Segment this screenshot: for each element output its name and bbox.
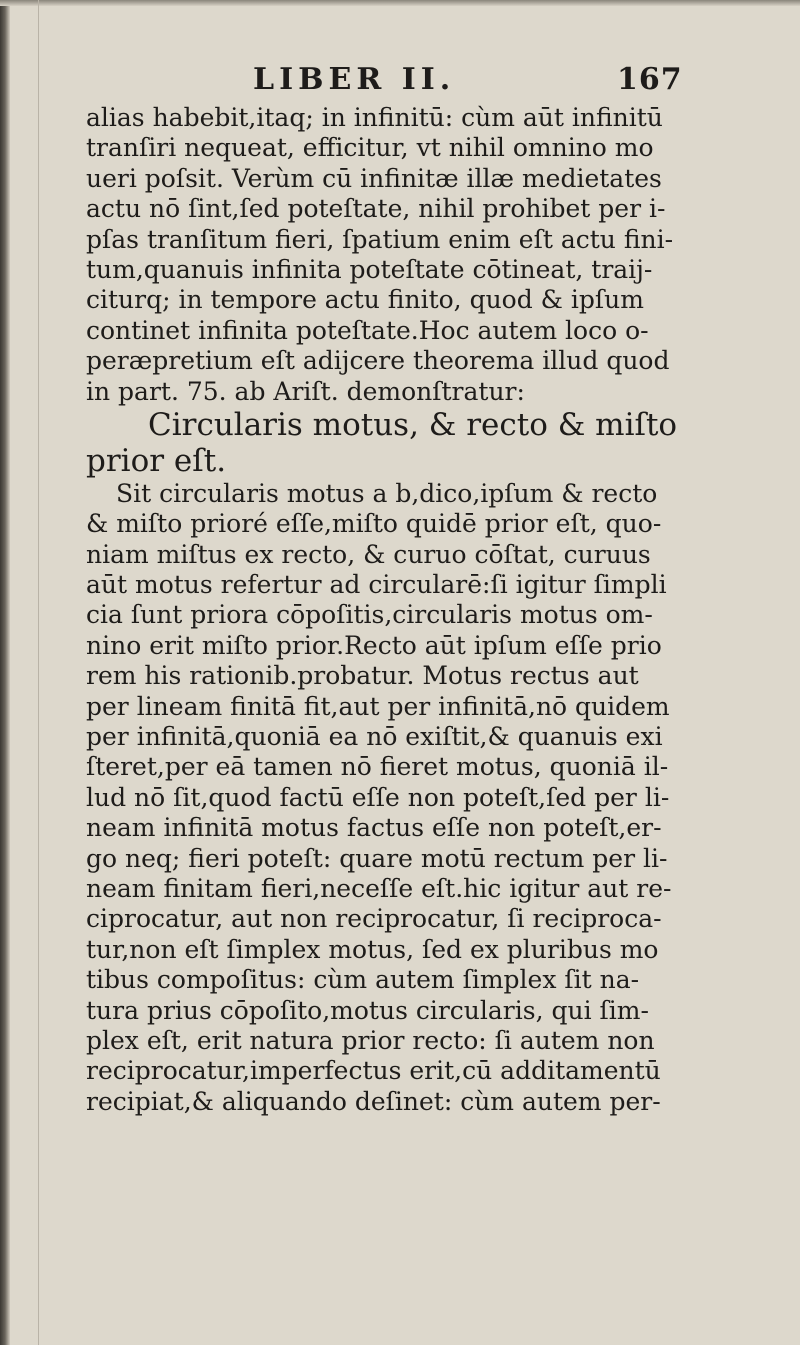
text-line: Sit circularis motus a b,dico,ipſum & recto [116, 478, 658, 508]
text-line: plex eſt, erit natura prior recto: ſi autem non [86, 1025, 655, 1055]
text-line: tur,non eſt ſimplex motus, ſed ex pluribus mo [86, 934, 659, 964]
running-head [0, 62, 800, 102]
text-line: cia ſunt priora cōpoſitis,circularis motus om- [86, 600, 653, 630]
text-line: in part. 75. ab Ariſt. demonſtratur: [86, 376, 525, 406]
margin-rule [38, 0, 39, 1345]
text-line: citurq; in tempore actu finito, quod & ipſum [86, 285, 644, 315]
text-line: reciprocatur,imperfectus erit,cū additamentū [86, 1056, 661, 1086]
text-line: go neq; fieri poteſt: quare motū rectum per li- [86, 843, 668, 873]
text-line: continet infinita poteſtate.Hoc autem loco o- [86, 315, 649, 345]
text-line: neam finitam fieri,neceſſe eſt.hic igitur aut re- [86, 873, 672, 903]
text-line: rem his rationib.probatur. Motus rectus aut [86, 661, 639, 691]
text-line: tranſiri nequeat, efficitur, vt nihil omnino mo [86, 133, 654, 163]
text-line: niam miſtus ex recto, & curuo cōſtat, curuus [86, 539, 651, 569]
theorem-heading-line-2: prior eſt. [86, 442, 227, 479]
text-line: per infinitā,quoniā ea nō exiſtit,& quanuis exi [86, 722, 663, 752]
text-line: recipiat,& aliquando deſinet: cùm autem per- [86, 1086, 661, 1116]
text-line: alias habebit,itaq; in infinitū: cùm aūt infinitū [86, 103, 663, 132]
text-line: aūt motus refertur ad circularē:ſi igitur ſimpli [86, 570, 667, 600]
page-top-edge [0, 0, 800, 6]
text-line: ueri poſsit. Verùm cū infinitæ illæ medietates [86, 163, 662, 193]
text-line: tibus compoſitus: cùm autem ſimplex ſit na- [86, 965, 640, 995]
text-line: tura prius cōpoſito,motus circularis, qui ſim- [86, 995, 649, 1025]
text-line: ſteret,per eā tamen nō fieret motus, quoniā il- [86, 752, 669, 782]
text-line: & miſto prioré eſſe,miſto quidē prior eſt, quo- [86, 509, 662, 539]
text-line: tum,quanuis infinita poteſtate cōtineat, traij- [86, 254, 653, 284]
text-line: per lineam finitā fit,aut per infinitā,nō quidem [86, 691, 670, 721]
text-line: lud nō ſit,quod factū eſſe non poteſt,ſed per li- [86, 782, 670, 812]
text-line: nino erit miſto prior.Recto aūt ipſum eſſe prio [86, 630, 662, 660]
body-text [86, 103, 716, 1117]
text-line: actu nō ſint,ſed poteſtate, nihil prohibet per i- [86, 194, 666, 224]
page-binding-edge [0, 0, 10, 1345]
running-head-title: LIBER II. [253, 62, 456, 97]
text-line: peræpretium eſt adijcere theorema illud quod [86, 346, 670, 376]
text-line: ciprocatur, aut non reciprocatur, ſi reciproca- [86, 904, 662, 934]
theorem-heading-line-1: Circularis motus, & recto & miſto [148, 406, 678, 443]
text-line: pſas tranſitum fieri, ſpatium enim eſt actu fini- [86, 224, 674, 254]
text-line: neam infinitā motus factus eſſe non poteſt,er- [86, 813, 662, 843]
page-number: 167 [617, 62, 683, 97]
